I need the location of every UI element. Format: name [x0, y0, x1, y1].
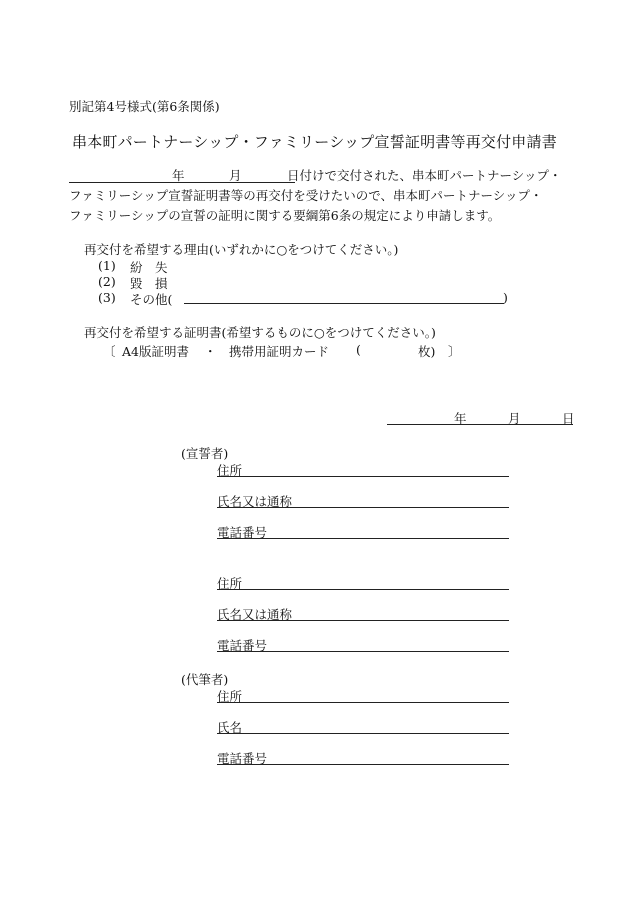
declarant-phone-input[interactable] [217, 538, 509, 539]
reason-item-3-num: (3) [98, 290, 116, 305]
intro-line-2: ファミリーシップ宣誓証明書等の再交付を受けたいので、串本町パートナーシップ・ [69, 188, 543, 203]
declarant2-address-input[interactable] [217, 589, 509, 590]
reason-item-2-num: (2) [98, 274, 116, 289]
certificate-count-input[interactable] [372, 342, 412, 356]
reason-item-damaged[interactable]: 毀 損 [130, 276, 168, 291]
proxy-name-input[interactable] [217, 733, 509, 734]
declarant2-name-input[interactable] [217, 620, 509, 621]
declarant2-phone-label: 電話番号 [217, 638, 268, 653]
proxy-phone-label: 電話番号 [217, 751, 268, 766]
certificate-count-open: ( [356, 342, 361, 357]
reason-other-input[interactable] [184, 303, 504, 304]
declarant-address-label: 住所 [217, 463, 243, 478]
intro-year: 年 [172, 168, 185, 183]
proxy-heading: (代筆者) [181, 672, 229, 687]
intro-line-1: 日付けで交付された、串本町パートナーシップ・ [287, 168, 562, 183]
page-title: 串本町パートナーシップ・ファミリーシップ宣誓証明書等再交付申請書 [72, 133, 557, 151]
date-year: 年 [454, 411, 467, 426]
declarant-heading: (宣誓者) [181, 446, 229, 461]
declarant-name-input[interactable] [217, 507, 509, 508]
declarant2-address-label: 住所 [217, 576, 243, 591]
proxy-address-input[interactable] [217, 702, 509, 703]
proxy-phone-input[interactable] [217, 764, 509, 765]
reason-heading: 再交付を希望する理由(いずれかに○をつけてください。) [84, 242, 399, 257]
date-month: 月 [508, 411, 521, 426]
intro-line-3: ファミリーシップの宣誓の証明に関する要綱第6条の規定により申請します。 [69, 208, 501, 223]
certificate-close-bracket: 〕 [448, 344, 461, 359]
reason-item-lost[interactable]: 紛 失 [130, 260, 168, 275]
certificate-separator: ・ [204, 344, 217, 359]
certificate-option-a4[interactable]: A4版証明書 [122, 344, 189, 359]
proxy-name-label: 氏名 [217, 720, 243, 735]
reason-item-1-num: (1) [98, 258, 116, 273]
declarant2-phone-input[interactable] [217, 651, 509, 652]
intro-month: 月 [229, 168, 242, 183]
reason-other-close: ) [503, 290, 508, 305]
declarant-address-input[interactable] [217, 476, 509, 477]
form-number-label: 別記第4号様式(第6条関係) [69, 99, 220, 114]
certificate-count-unit: 枚) [418, 344, 436, 359]
certificate-heading: 再交付を希望する証明書(希望するものに○をつけてください。) [84, 325, 436, 340]
application-date-input[interactable] [387, 424, 573, 425]
declarant2-name-label: 氏名又は通称 [217, 607, 293, 622]
certificate-option-card[interactable]: 携帯用証明カード [229, 344, 330, 359]
certificate-open-bracket: 〔 [103, 344, 116, 359]
proxy-address-label: 住所 [217, 689, 243, 704]
reason-item-other[interactable]: その他( [130, 292, 173, 307]
declarant-name-label: 氏名又は通称 [217, 494, 293, 509]
date-day: 日 [562, 411, 575, 426]
declarant-phone-label: 電話番号 [217, 525, 268, 540]
